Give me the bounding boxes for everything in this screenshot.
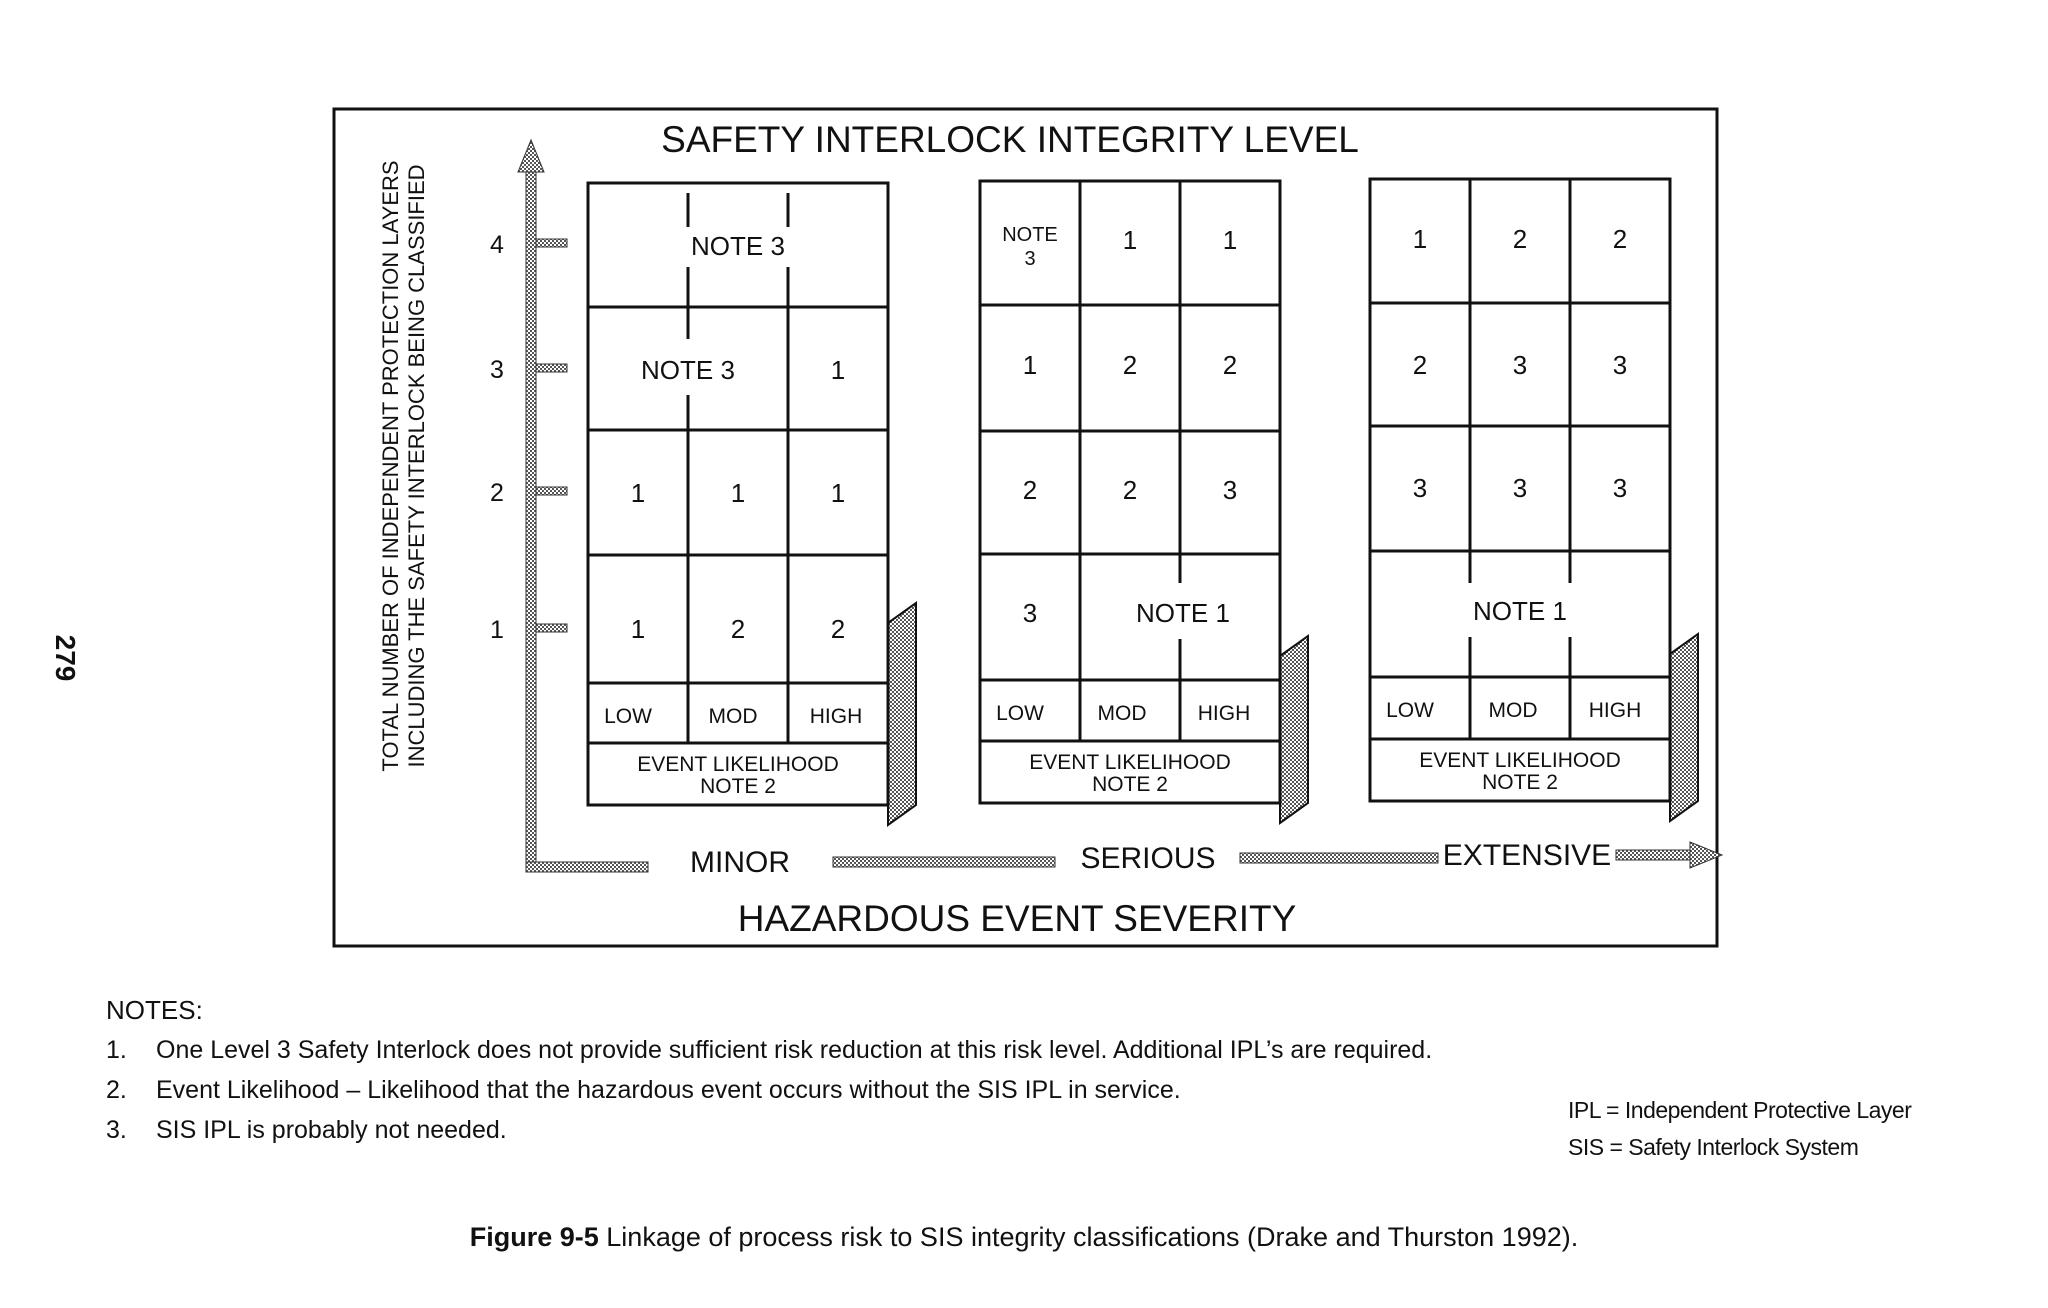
- event-likelihood-label: EVENT LIKELIHOOD: [1419, 749, 1621, 772]
- cell-note: NOTE 1: [1136, 598, 1230, 628]
- cell-value: 2: [1412, 350, 1428, 380]
- cell-value: 2: [1222, 350, 1238, 380]
- x-axis-segment: [1616, 850, 1694, 860]
- y-tick-mark: [536, 487, 567, 495]
- cell-value: 2: [1512, 224, 1528, 254]
- cell-note: NOTE 1: [1473, 596, 1567, 626]
- cell-value: 1: [730, 478, 746, 508]
- y-tick-label-2: 2: [490, 479, 504, 507]
- note-number: 3.: [106, 1116, 127, 1144]
- event-likelihood-note: NOTE 2: [1092, 773, 1168, 796]
- cell-value: 3: [1022, 598, 1038, 628]
- y-tick-label-3: 3: [490, 356, 504, 384]
- cell-value: 2: [1022, 475, 1038, 505]
- caption-text: Linkage of process risk to SIS integrity classifications (Drake and Thurston 1992).: [598, 1222, 1579, 1252]
- note-text: SIS IPL is probably not needed.: [156, 1116, 507, 1144]
- note-item: [106, 1070, 1606, 1110]
- panel-serious: [980, 181, 1308, 823]
- cell-value: 1: [1222, 225, 1238, 255]
- cell-value: 2: [830, 614, 846, 644]
- cell-value: 1: [630, 478, 646, 508]
- cell-value: 1: [1122, 225, 1138, 255]
- y-axis-arrowhead: [518, 140, 544, 172]
- cell-value: 3: [1512, 350, 1528, 380]
- panel-shadow: [888, 603, 916, 825]
- caption-label: Figure 9-5: [469, 1222, 599, 1252]
- likelihood-high: HIGH: [1588, 699, 1642, 722]
- severity-label-serious: SERIOUS: [1080, 842, 1216, 875]
- cell-value: 2: [1122, 475, 1138, 505]
- severity-label-extensive: EXTENSIVE: [1442, 839, 1612, 872]
- panel-extensive: [1370, 179, 1698, 821]
- panel-shadow: [1670, 634, 1698, 821]
- cell-value: 2: [1122, 350, 1138, 380]
- x-axis-segment: [526, 862, 648, 872]
- cell-value: 1: [830, 478, 846, 508]
- y-axis-label-line2: INCLUDING THE SAFETY INTERLOCK BEING CLASSIFIED: [404, 164, 429, 768]
- likelihood-low: LOW: [1386, 699, 1434, 722]
- likelihood-mod: MOD: [1488, 699, 1538, 722]
- y-tick-label-4: 4: [490, 231, 504, 259]
- cell-value: 2: [730, 614, 746, 644]
- x-axis-segment: [1240, 853, 1438, 863]
- event-likelihood-note: NOTE 2: [1482, 771, 1558, 794]
- cell-value: 3: [1612, 473, 1628, 503]
- event-likelihood-label: EVENT LIKELIHOOD: [1029, 751, 1231, 774]
- cell-value: 1: [1022, 350, 1038, 380]
- note-text: Event Likelihood – Likelihood that the hazardous event occurs without the SIS IPL in service.: [156, 1076, 1181, 1104]
- page-number: 279: [50, 634, 81, 682]
- figure-title: SAFETY INTERLOCK INTEGRITY LEVEL: [661, 119, 1359, 160]
- cell-value: 3: [1512, 473, 1528, 503]
- cell-value: 3: [1612, 350, 1628, 380]
- cell-note: 3: [1024, 248, 1036, 270]
- note-item: [106, 1110, 1606, 1150]
- likelihood-low: LOW: [996, 702, 1044, 725]
- y-tick-mark: [536, 624, 567, 632]
- cell-value: 1: [630, 614, 646, 644]
- notes-heading: NOTES:: [106, 995, 203, 1025]
- x-axis-label: HAZARDOUS EVENT SEVERITY: [737, 898, 1297, 939]
- cell-value: 3: [1222, 475, 1238, 505]
- event-likelihood-note: NOTE 2: [700, 775, 776, 798]
- abbreviations: [1568, 1092, 1911, 1166]
- note-text: One Level 3 Safety Interlock does not provide sufficient risk reduction at this risk level. Additional IPL’s are required.: [156, 1036, 1433, 1064]
- y-axis-arrow-shaft: [526, 170, 536, 865]
- y-tick-mark: [536, 364, 567, 372]
- cell-value: 3: [1412, 473, 1428, 503]
- abbreviation-sis: SIS = Safety Interlock System: [1568, 1134, 1859, 1160]
- note-number: 2.: [106, 1076, 127, 1104]
- notes-section: [106, 990, 1606, 1150]
- likelihood-high: HIGH: [1197, 702, 1251, 725]
- cell-note: NOTE 3: [641, 355, 735, 385]
- figure-caption: [0, 1222, 2048, 1253]
- cell-value: 2: [1612, 224, 1628, 254]
- note-number: 1.: [106, 1036, 127, 1064]
- y-axis-label-line1: TOTAL NUMBER OF INDEPENDENT PROTECTION LAYERS: [378, 160, 403, 772]
- cell-value: 1: [1412, 224, 1428, 254]
- likelihood-mod: MOD: [708, 705, 758, 728]
- note-item: [106, 1030, 1606, 1070]
- likelihood-high: HIGH: [809, 705, 863, 728]
- cell-value: 1: [830, 355, 846, 385]
- x-axis-segment: [833, 857, 1055, 867]
- likelihood-mod: MOD: [1097, 702, 1147, 725]
- severity-label-minor: MINOR: [690, 846, 790, 879]
- panel-shadow: [1280, 636, 1308, 823]
- abbreviation-ipl: IPL = Independent Protective Layer: [1568, 1097, 1912, 1123]
- cell-note: NOTE: [1002, 224, 1058, 246]
- panel-minor: [588, 183, 916, 825]
- y-tick-mark: [536, 239, 567, 247]
- event-likelihood-label: EVENT LIKELIHOOD: [637, 753, 839, 776]
- cell-note: NOTE 3: [691, 231, 785, 261]
- likelihood-low: LOW: [604, 705, 652, 728]
- y-tick-label-1: 1: [490, 616, 504, 644]
